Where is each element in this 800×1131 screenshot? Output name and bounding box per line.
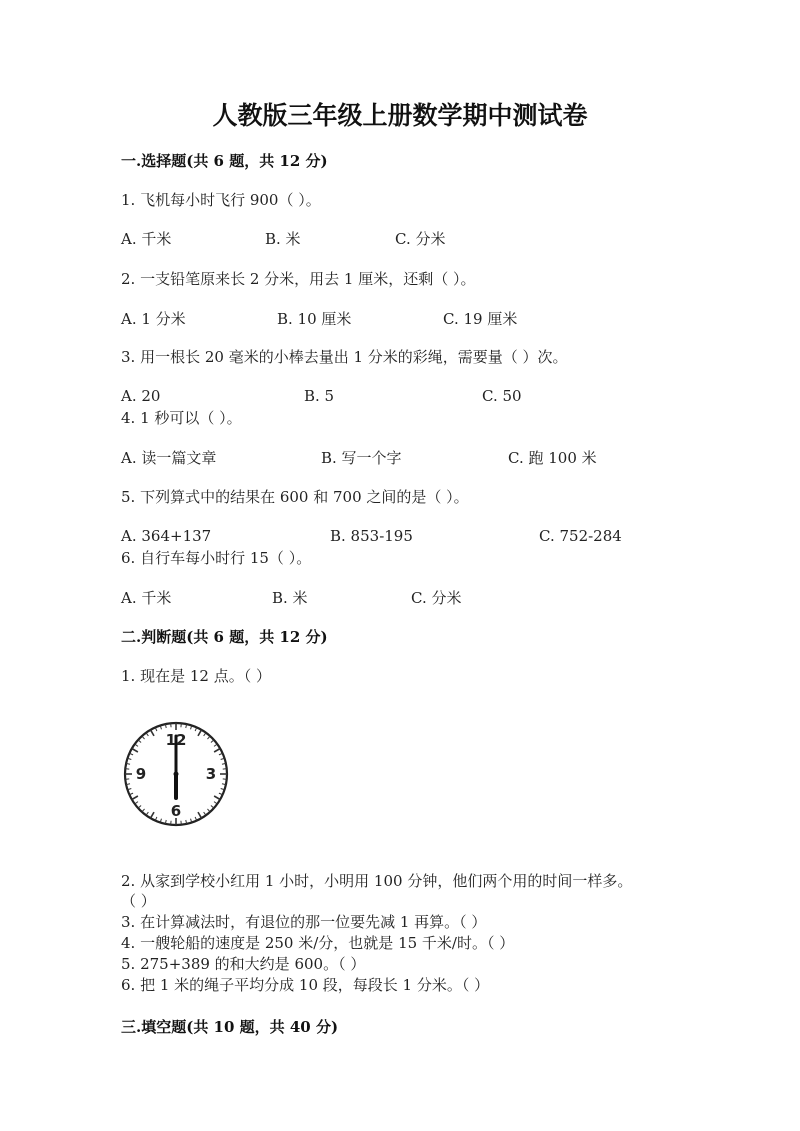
option-a: A. 364+137 xyxy=(121,527,212,545)
clock-label-12: 12 xyxy=(165,731,187,749)
question-1-3: 3. 用一根长 20 毫米的小棒去量出 1 分米的彩绳，需要量（ ）次。 xyxy=(121,348,568,366)
option-c: C. 跑 100 米 xyxy=(508,449,597,467)
option-c: C. 752-284 xyxy=(539,527,622,545)
option-b: B. 米 xyxy=(265,230,301,248)
question-2-5: 5. 275+389 的和大约是 600。（ ） xyxy=(121,955,366,973)
option-c: C. 分米 xyxy=(395,230,446,248)
option-a: A. 20 xyxy=(121,387,161,405)
option-b: B. 写一个字 xyxy=(321,449,402,467)
option-c: C. 50 xyxy=(482,387,522,405)
page-title: 人教版三年级上册数学期中测试卷 xyxy=(212,101,588,130)
section-heading-judgement: 二.判断题(共 6 题，共 12 分) xyxy=(121,628,328,646)
question-2-6: 6. 把 1 米的绳子平均分成 10 段，每段长 1 分米。（ ） xyxy=(121,976,490,994)
question-1-5: 5. 下列算式中的结果在 600 和 700 之间的是（ ）。 xyxy=(121,488,469,506)
option-c: C. 分米 xyxy=(411,589,462,607)
clock-label-9: 9 xyxy=(135,765,147,783)
question-2-2: 2. 从家到学校小红用 1 小时，小明用 100 分钟，他们两个用的时间一样多。 xyxy=(121,872,633,890)
option-b: B. 米 xyxy=(272,589,308,607)
section-heading-choice: 一.选择题(共 6 题，共 12 分) xyxy=(121,152,328,170)
question-1-1: 1. 飞机每小时飞行 900（ ）。 xyxy=(121,191,321,209)
clock-label-6: 6 xyxy=(170,802,182,820)
option-c: C. 19 厘米 xyxy=(443,310,518,328)
question-2-1: 1. 现在是 12 点。（ ） xyxy=(121,667,271,685)
section-heading-fill: 三.填空题(共 10 题，共 40 分) xyxy=(121,1018,339,1036)
question-2-2-paren: （ ） xyxy=(121,892,156,910)
option-b: B. 5 xyxy=(304,387,335,405)
question-2-3: 3. 在计算减法时，有退位的那一位要先减 1 再算。（ ） xyxy=(121,913,487,931)
question-2-4: 4. 一艘轮船的速度是 250 米/分，也就是 15 千米/时。（ ） xyxy=(121,934,515,952)
question-1-4: 4. 1 秒可以（ ）。 xyxy=(121,409,242,427)
option-a: A. 千米 xyxy=(121,589,172,607)
question-1-2: 2. 一支铅笔原来长 2 分米，用去 1 厘米，还剩（ ）。 xyxy=(121,270,476,288)
option-a: A. 读一篇文章 xyxy=(121,449,217,467)
option-b: B. 10 厘米 xyxy=(277,310,352,328)
option-b: B. 853-195 xyxy=(330,527,413,545)
option-a: A. 1 分米 xyxy=(121,310,186,328)
clock-figure xyxy=(120,718,232,830)
option-a: A. 千米 xyxy=(121,230,172,248)
clock-label-3: 3 xyxy=(205,765,217,783)
clock-center xyxy=(174,772,179,777)
question-1-6: 6. 自行车每小时行 15（ ）。 xyxy=(121,549,312,567)
